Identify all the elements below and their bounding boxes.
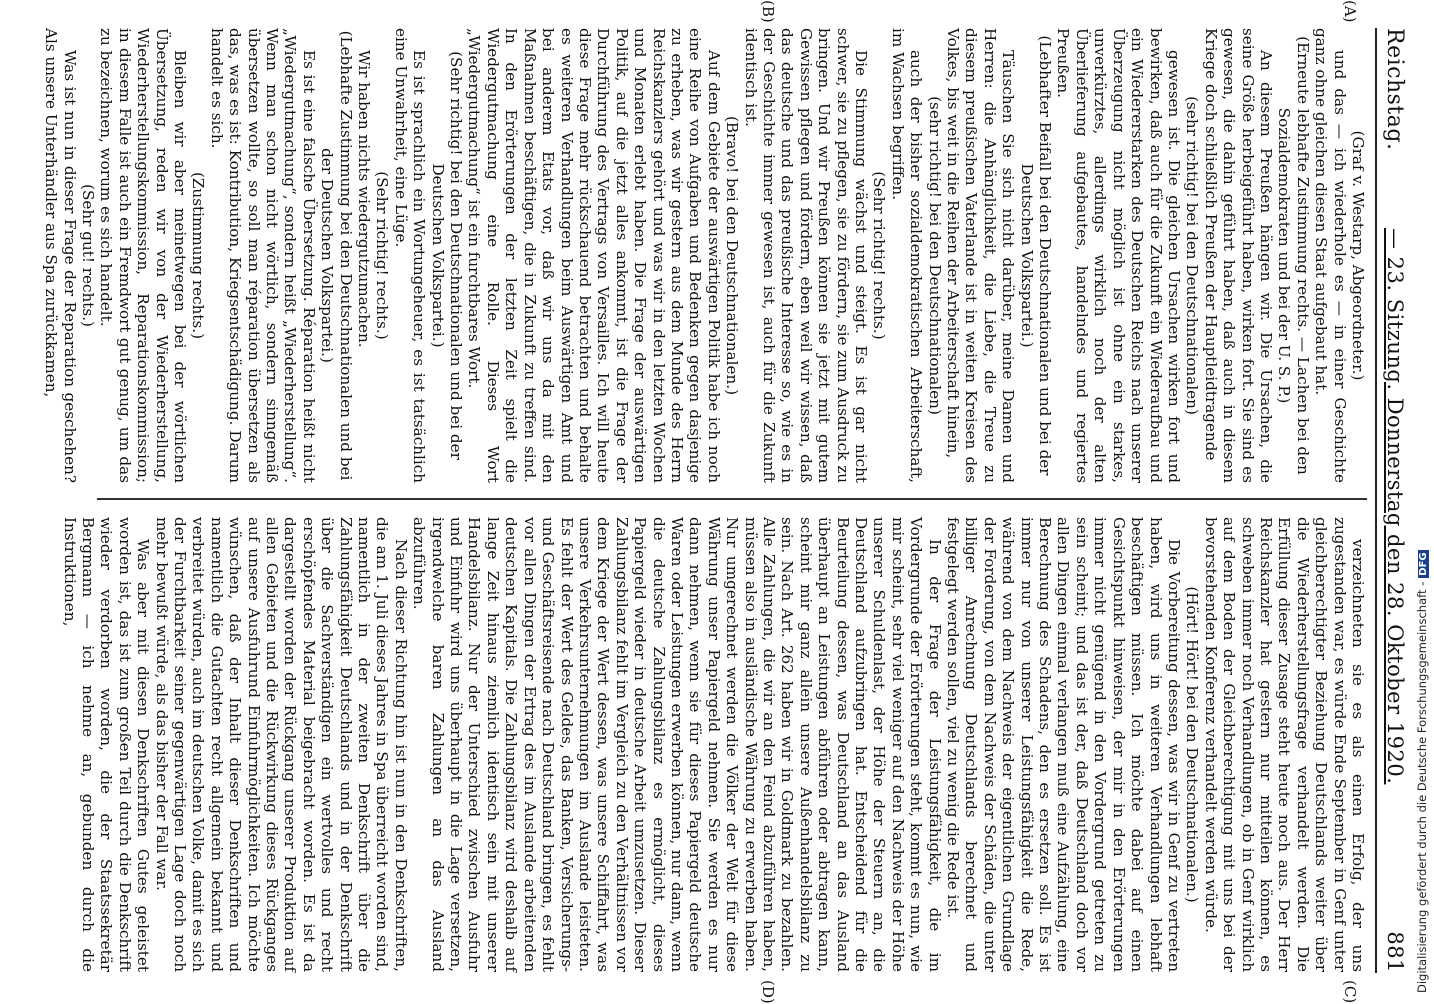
paragraph: Die Vorbereitung dessen, was wir in Genf zu vertreten haben, wird uns in weiteren Verhandlungen lebhaft beschäftigen müssen. Ich möchte dabei auf einen Gesichtspunkt hinweisen, der mir in den Erörterungen immer nicht genügend in den Vordergrund getreten zu sein scheint; und das ist der, daß Deutschland doch vor allen Dingen einmal verlangen muß eine Aufzählung, eine Berechnung des Schadens, den es ersetzen soll. Es ist immer nur von unserer Leistungsfähigkeit die Rede, während von dem Nachweis der eigentlichen Grundlage der Forderung, von dem Nachweis der Schäden, die unter billiger Anrechnung Deutschlands berechnet und festgelegt werden sollen, viel zu wenig die Rede ist.	[944, 517, 1183, 972]
page-number: 881	[1383, 931, 1407, 973]
paragraph: Was ist nun in dieser Frage der Reparation geschehen? Als unsere Unterhändler aus Spa zurückkamen,	[42, 28, 79, 483]
paragraph: Täuschen Sie sich nicht darüber, meine Damen und Herren: die Anhänglichkeit, die Liebe, die Treue zu diesem preußischen Vaterlande ist in weiten Kreisen des Volkes, bis weit in die Reihen der Arbeiterschaft hinein,	[944, 28, 1018, 483]
paragraph: auch der bisher sozialdemokratischen Arbeiterschaft, im Wachsen begriffen.	[888, 28, 926, 483]
paragraph: (Hört! Hört! bei den Deutschnationalen.)	[1183, 586, 1202, 903]
dfg-logo: DFG	[1418, 552, 1429, 576]
right-column	[60, 517, 1367, 972]
paragraph: (Graf v. Westarp, Abgeordneter.)	[1349, 130, 1367, 381]
paragraph: Wir haben nichts wiedergutzumachen.	[355, 50, 374, 348]
footer-credit-text-wrap	[1415, 550, 1429, 993]
paragraph: Bleiben wir aber meinetwegen bei der wörtlichen Übersetzung, reden wir von der Wiederherstellung, Wiederherstellungskommission, Reparationskommission; in diesem Falle ist auch ein Fremdwort gut genug, um das zu bezeichnen, worum es sich handelt.	[97, 28, 189, 483]
paragraph: An diesem Preußen hängen wir. Die Ursachen, die seine Größe herbeigeführt haben, wirken fort. Sie sind es gewesen, die dahin geführt haben, daß auch in diesem Kriege doch schließlich Preußen der Hauptleidtragende	[1201, 28, 1275, 483]
paragraph: (Sehr gut! rechts.)	[78, 184, 97, 327]
paragraph: (Zustimmung rechts.)	[189, 171, 208, 340]
paragraph: Es ist sprachlich ein Wortungeheuer, es ist tatsächlich eine Unwahrheit, eine Lüge.	[391, 28, 429, 483]
paragraph: In der Frage der Leistungsfähigkeit, die im Vordergrunde der Erörterungen steht, kommt es nun, wie mir scheint, sehr viel weniger auf den Nachweis der Höhe unserer Schuldenlast, der Höhe der Steuern an, die Deutschland aufzubringen hat. Entscheidend für die Beurteilung dessen, was Deutschland an das Ausland überhaupt an Leistungen abführen oder abtragen kann, scheint mir ganz allein unsere Außenhandelsbilanz zu sein. Nach Art. 262 haben wir in Goldmark zu bezahlen. Alle Zahlungen, die wir an den Feind abzuführen haben, müssen also in ausländische Währung zu erwerben haben. Nur umgerechnet werden die Völker der Welt für diese Währung unser Papiergeld nehmen. Sie werden es nur dann nehmen, wenn sie für dieses Papiergeld deutsche Waren oder Leistungen erwerben können, nur dann, wenn die deutsche Zahlungsbilanz es ermöglicht, dieses Papiergeld wieder in deutsche Arbeit umzusetzen. Dieser Zahlungsbilanz fehlt im Vergleich zu den Verhältnissen vor dem Kriege der Wert dessen, was unsere Schiffahrt, was unsere Verkehrsunternehmungen im Auslande leisteten. Es fehlt der Wert des Geldes, das Banken, Versicherungs- und Geschäftsreisende nach Deutschland bringen, es fehlt vor allen Dingen der Ertrag des im Auslande arbeitenden deutschen Kapitals. Die Zahlungsbilanz wird deshalb auf lange Zeit hinaus ziemlich identisch sein mit unserer Handelsbilanz. Nur der Unterschied zwischen Ausfuhr und Einfuhr wird uns überhaupt in die Lage versetzen, irgendwelche baren Zahlungen an das Ausland abzuführen.	[410, 517, 944, 972]
paragraph: Auf dem Gebiete der auswärtigen Politik habe ich noch eine Reihe von Aufgaben und Bedenken gegen dasjenige zu erheben, was wir gestern aus dem Munde des Herrn Reichskanzlers gehört und was wir in den letzten Wochen und Monaten erlebt haben. Die Frage der auswärtigen Politik, auf die jetzt alles ankommt, ist die Frage der Durchführung des Vertrags von Versailles. Ich will heute diese Frage mehr rückschauend betrachten und behalte es weiteren Verhandlungen beim Auswärtigen Amt und bei anderem Etats vor, daß wir uns da mit den Maßnahmen beschäftigen, die in Zukunft zu treffen sind. In den Erörterungen der letzten Zeit spielt die Wiedergutmachung eine Rolle. Dieses Wort „Wiedergutmachung“ ist ein furchtbares Wort.	[465, 28, 723, 483]
paragraph: (sehr richtig! bei den Deutschnationalen)	[925, 96, 944, 415]
paragraph: und das — ich wiederhole es — in einer Geschichte ganz ohne gleichen diesen Staat aufgebaut hat.	[1312, 28, 1349, 483]
paragraph: (Sehr richtig! rechts.)	[870, 171, 889, 340]
paragraph: (Bravo! bei den Deutschnationalen.)	[723, 115, 742, 396]
header-rule	[1375, 28, 1377, 973]
paragraph: (Lebhafte Zustimmung bei den Deutschnationalen und bei der Deutschen Volkspartei.)	[318, 30, 355, 481]
paragraph: (Erneute lebhafte Zustimmung rechts. — Lachen bei den Sozialdemokraten und bei der U. S. P.)	[1275, 36, 1312, 475]
paragraph: Es ist eine falsche Übersetzung. Réparation heißt nicht „Wiedergutmachung“, sondern heißt „Wiederherstellung“. Wenn man schon nicht wörtlich, sondern sinngemäß übersetzen wollte, so soll man réparation übersetzen als das, was es ist: Kontribution, Kriegsentschädigung. Darum handelt es sich.	[207, 28, 318, 483]
margin-mark-b: (B)	[759, 0, 777, 23]
margin-mark-d: (D)	[759, 980, 777, 1004]
footer-credit-text: Digitalisierung gefördert durch die Deutsche Forschungsgemeinschaft -	[1415, 581, 1429, 993]
left-column	[42, 28, 1367, 483]
paragraph: Die Stimmung wächst und steigt. Es ist gar nicht schwer, sie zu pflegen, sie zu fördern, sie zum Ausdruck zu bringen. Und wir Preußen können sie jetzt mit gutem Gewissen pflegen und fördern, eben weil wir wissen, daß das deutsche und das preußische Interesse so, wie es in der Geschichte immer gewesen ist, auch für die Zukunft identisch ist.	[741, 28, 871, 483]
document-page	[37, 0, 1417, 1004]
paragraph: (sehr richtig! bei den Deutschnationalen)	[1183, 96, 1202, 415]
paragraph: Was aber mit diesen Denkschriften Gutes geleistet worden ist, das ist zum großen Teil durch die Denkschrift wieder verdorben worden, die der Staatssekretär Bergmann — ich nehme an, gebunden durch die Instruktionen,	[60, 517, 153, 972]
page-header	[1377, 28, 1407, 973]
paragraph: Nach dieser Richtung hin ist nun in den Denkschriften, die am 1. Juli dieses Jahres in Spa überreicht worden sind, namentlich in der zweiten Denkschrift über die Zahlungsfähigkeit Deutschlands und in der Denkschrift über die Sachverständigen ein wertvolles und recht erschöpfendes Material beigebracht worden. Es ist da dargestellt worden der Rückgang unserer Produktion auf allen Gebieten und die Rückwirkung dieses Rückganges auf unsere Ausfuhrund Einfuhrmöglichkeiten. Ich möchte wünschen, daß der Inhalt dieser Denkschriften und namentlich die Gutachten recht allgemein bekannt und verbreitet würden, auch im deutschen Volke, damit es sich der Furchtbarkeit seiner gegenwärtigen Lage doch noch mehr bewußt würde, als das bisher der Fall war.	[152, 517, 410, 972]
header-center: — 23. Sitzung. Donnerstag den 28. Oktober 1920.	[1383, 228, 1407, 785]
paragraph: (Sehr richtig! bei den Deutschnationalen und bei der Deutschen Volkspartei.)	[428, 51, 466, 460]
paragraph: gewesen ist. Die gleichen Ursachen wirken fort und bewirken, daß auch für die Zukunft ein Wiederaufbau und ein Wiedererstarken des Deutschen Reichs nach unserer Überzeugung nicht möglich ist ohne ein starkes, unverkürztes, allerdings wirklich noch der alten Überlieferung aufgebautes, handelndes und regiertes Preußen.	[1054, 28, 1183, 483]
paragraph: (Sehr richtig! rechts.)	[373, 171, 392, 340]
column-divider	[97, 498, 1367, 500]
margin-mark-a: (A)	[1341, 0, 1359, 23]
header-left: Reichstag.	[1382, 28, 1407, 151]
paragraph: (Lebhafter Beifall bei den Deutschnationalen und bei der Deutschen Volkspartei.)	[1017, 35, 1055, 476]
margin-mark-c: (C)	[1341, 980, 1359, 1004]
paragraph: verzeichneten sie es als einen Erfolg, der uns zugestanden war, es würde Ende September in Genf unter gleichberechtigter Beziehung Deutschlands weiter über die Wiederherstellungsfrage verhandelt werden. Die Erfüllung dieser Zusage steht heute noch aus. Der Herr Reichskanzler hat gestern nur mitteilen können, es schweben immer noch Verhandlungen, ob in Genf wirklich auf dem Boden der Gleichberechtigung mit uns bei der bevorstehenden Konferenz verhandelt werden würde.	[1201, 517, 1367, 972]
